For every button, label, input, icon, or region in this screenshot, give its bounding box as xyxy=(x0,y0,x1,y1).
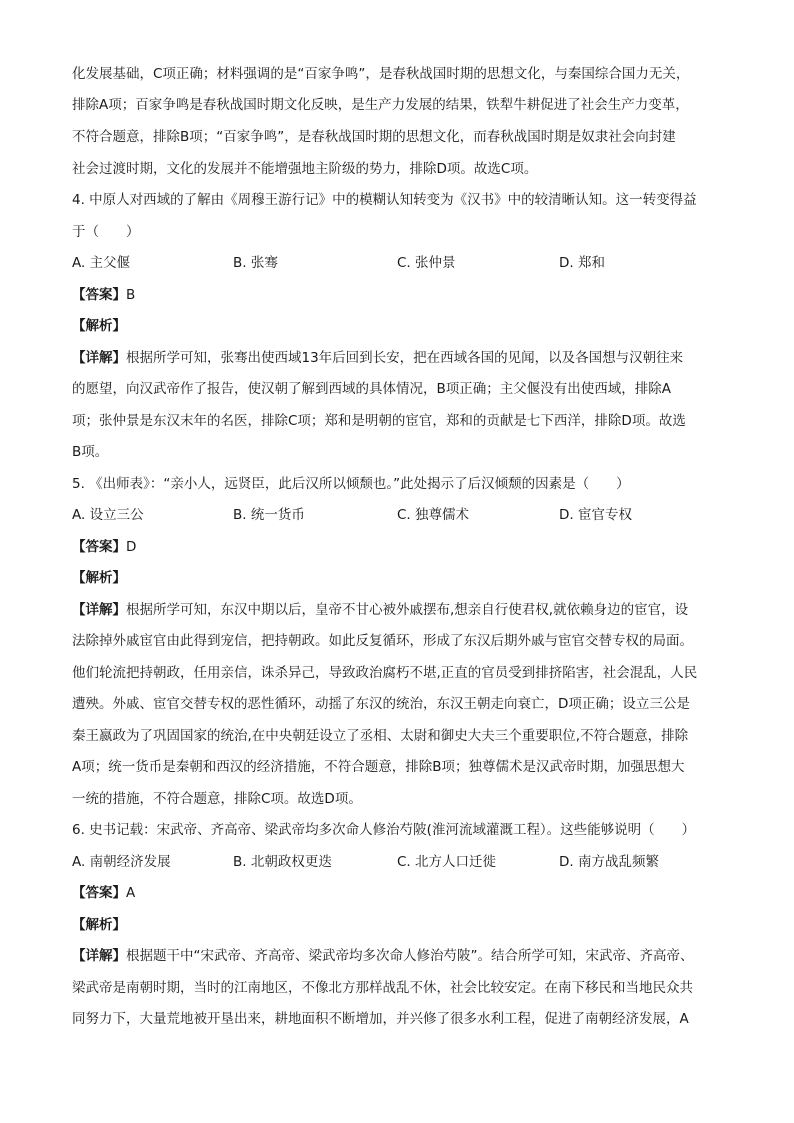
detail-line: 遭殃。外戚、宦官交替专权的恶性循环，动摇了东汉的统治，东汉王朝走向衰亡，D项正确；设立三公是 xyxy=(72,696,690,712)
option-c: C. 北方人口迁徙 xyxy=(397,854,497,870)
analysis-tag: 【解析】 xyxy=(72,917,126,933)
option-a: A. 主父偃 xyxy=(72,255,131,271)
text-line: 排除A项；百家争鸣是春秋战国时期文化反映，是生产力发展的结果，铁犁牛耕促进了社会生产力变革， xyxy=(72,97,689,113)
detail-text: 根据所学可知，东汉中期以后，皇帝不甘心被外戚摆布,想亲自行使君权,就依赖身边的宦官，设 xyxy=(126,602,689,618)
detail-tag: 【详解】 xyxy=(72,948,126,964)
detail-tag: 【详解】 xyxy=(72,350,126,366)
option-d: D. 南方战乱频繁 xyxy=(559,854,659,870)
text-line: 化发展基础，C项正确；材料强调的是“百家争鸣”，是春秋战国时期的思想文化，与秦国综合国力无关， xyxy=(72,66,690,82)
answer-line xyxy=(72,883,722,903)
question-4-stem: 于（ ） xyxy=(72,224,140,240)
option-c: C. 张仲景 xyxy=(397,255,456,271)
detail-line xyxy=(72,348,722,368)
detail-line: 的愿望，向汉武帝作了报告，使汉朝了解到西域的具体情况，B项正确；主父偃没有出使西域，排除A xyxy=(72,381,671,397)
detail-line xyxy=(72,946,722,966)
question-4-options xyxy=(72,253,722,273)
option-a: A. 设立三公 xyxy=(72,507,144,523)
detail-line: 梁武帝是南朝时期，当时的江南地区，不像北方那样战乱不休，社会比较安定。在南下移民和当地民众共 xyxy=(72,980,693,996)
analysis-tag: 【解析】 xyxy=(72,318,126,334)
detail-line: 项；张仲景是东汉末年的名医，排除C项；郑和是明朝的宦官，郑和的贡献是七下西洋，排除D项。故选 xyxy=(72,413,686,429)
text-line: 社会过渡时期，文化的发展并不能增强地主阶级的势力，排除D项。故选C项。 xyxy=(72,161,538,177)
option-b: B. 北朝政权更迭 xyxy=(233,854,332,870)
analysis-line xyxy=(72,915,722,935)
detail-text: 根据所学可知，张骞出使西域13年后回到长安，把在西域各国的见闻，以及各国想与汉朝往来 xyxy=(126,350,684,366)
question-6-options xyxy=(72,852,722,872)
answer-value: B xyxy=(126,287,136,303)
option-b: B. 张骞 xyxy=(233,255,278,271)
detail-line: A项；统一货币是秦朝和西汉的经济措施，不符合题意，排除B项；独尊儒术是汉武帝时期，加强思想大 xyxy=(72,759,685,775)
detail-line: 一统的措施，不符合题意，排除C项。故选D项。 xyxy=(72,791,362,807)
analysis-line xyxy=(72,316,722,336)
detail-line: 法除掉外戚宦官由此得到宠信，把持朝政。如此反复循环，形成了东汉后期外戚与宦官交替专权的局面。 xyxy=(72,633,693,649)
question-5-stem: 5. 《出师表》：“亲小人，远贤臣，此后汉所以倾颓也。”此处揭示了后汉倾颓的因素是（ ） xyxy=(72,476,630,492)
answer-line xyxy=(72,537,722,557)
answer-line xyxy=(72,285,722,305)
option-d: D. 郑和 xyxy=(559,255,605,271)
question-6-stem: 6. 史书记载：宋武帝、齐高帝、梁武帝均多次命人修治芍陂(淮河流域灌溉工程）。这些能够说明（ ） xyxy=(72,822,696,838)
option-b: B. 统一货币 xyxy=(233,507,305,523)
answer-value: A xyxy=(126,885,136,901)
detail-line xyxy=(72,600,722,620)
detail-line: 同努力下，大量荒地被开垦出来，耕地面积不断增加，并兴修了很多水利工程，促进了南朝经济发展，A xyxy=(72,1011,689,1027)
answer-value: D xyxy=(126,539,137,555)
detail-line: 秦王嬴政为了巩固国家的统治,在中央朝廷设立了丞相、太尉和御史大夫三个重要职位,不符合题意，排除 xyxy=(72,728,689,744)
option-a: A. 南朝经济发展 xyxy=(72,854,171,870)
detail-tag: 【详解】 xyxy=(72,602,126,618)
question-4-stem: 4. 中原人对西域的了解由《周穆王游行记》中的模糊认知转变为《汉书》中的较清晰认知。这一转变得益 xyxy=(72,192,697,208)
question-5-options xyxy=(72,505,722,525)
analysis-tag: 【解析】 xyxy=(72,570,126,586)
detail-line: 他们轮流把持朝政，任用亲信，诛杀异己，导致政治腐朽不堪,正直的官员受到排挤陷害，社会混乱，人民 xyxy=(72,665,698,681)
analysis-line xyxy=(72,568,722,588)
answer-tag: 【答案】 xyxy=(72,287,126,303)
detail-line: B项。 xyxy=(72,444,109,460)
text-line: 不符合题意，排除B项；“百家争鸣”，是春秋战国时期的思想文化，而春秋战国时期是奴隶社会向封建 xyxy=(72,129,676,145)
option-c: C. 独尊儒术 xyxy=(397,507,470,523)
detail-text: 根据题干中“宋武帝、齐高帝、梁武帝均多次命人修治芍陂”。结合所学可知，宋武帝、齐高帝、 xyxy=(126,948,694,964)
answer-tag: 【答案】 xyxy=(72,539,126,555)
answer-tag: 【答案】 xyxy=(72,885,126,901)
option-d: D. 宦官专权 xyxy=(559,507,632,523)
